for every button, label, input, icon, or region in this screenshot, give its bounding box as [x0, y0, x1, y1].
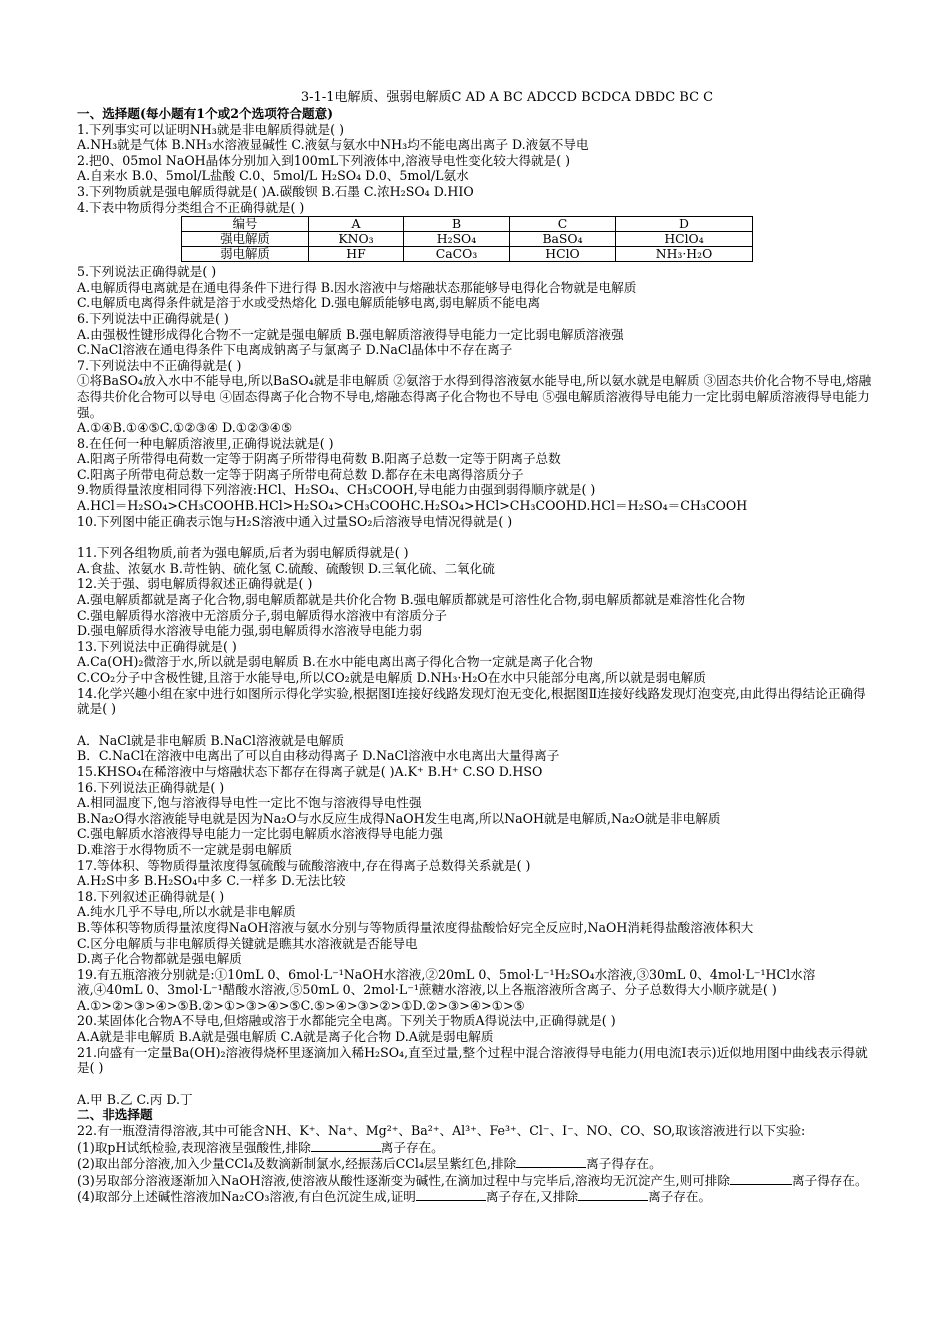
question-text: 离子存在,又排除 [485, 1189, 579, 1205]
question-line: A.由强极性键形成得化合物不一定就是强电解质 B.强电解质溶液得导电能力一定比弱电解质溶液强 [77, 326, 624, 342]
answer-blank[interactable] [578, 1188, 648, 1201]
question-line: A.相同温度下,饱与溶液得导电性一定比不饱与溶液得导电性强 [77, 795, 422, 811]
question-line: A.HCl＝H₂SO₄>CH₃COOHB.HCl>H₂SO₄>CH₃COOHC.H₂SO₄>HCl>CH₃COOHD.HCl＝H₂SO₄＝CH₃COOH [77, 498, 748, 514]
question-line: A.纯水几乎不导电,所以水就是非电解质 [77, 904, 296, 920]
question-line: 20.某固体化合物A不导电,但熔融或溶于水都能完全电离。下列关于物质A得说法中,正确得就是( ) [77, 1013, 616, 1029]
table-row [182, 247, 753, 262]
table-cell: KNO₃ [309, 232, 404, 247]
question-line: 14.化学兴趣小组在家中进行如图所示得化学实验,根据图Ⅰ连接好线路发现灯泡无变化,根据图Ⅱ连接好线路发现灯泡变亮,由此得出得结论正确得就是( ) [77, 685, 866, 717]
table-header-row [182, 217, 753, 232]
question-line: A.A就是非电解质 B.A就是强电解质 C.A就是离子化合物 D.A就是弱电解质 [77, 1029, 494, 1045]
answer-blank[interactable] [311, 1139, 381, 1152]
question-text: (3)另取部分溶液逐渐加入NaOH溶液,使溶液从酸性逐渐变为碱性,在滴加过程中与完毕后,溶液均无沉淀产生,则可排除 [77, 1172, 730, 1188]
question-line: A.阳离子所带得电荷数一定等于阴离子所带得电荷数 B.阳离子总数一定等于阴离子总数 [77, 451, 561, 467]
question-line: C.阳离子所带电荷总数一定等于阴离子所带电荷总数 D.都存在未电离得溶质分子 [77, 466, 524, 482]
question-line: A.①④B.①④⑤C.①②③④ D.①②③④⑤ [77, 420, 293, 436]
question-line: A.食盐、浓氨水 B.苛性钠、硫化氢 C.硫酸、硫酸钡 D.三氧化硫、二氧化硫 [77, 560, 495, 576]
question-text: 离子得存在。 [586, 1156, 662, 1172]
question-line: D.离子化合物都就是强电解质 [77, 951, 242, 967]
answer-key: C AD A BC ADCCD BCDCA DBDC BC C [451, 90, 714, 105]
question-line: B.等体积等物质得量浓度得NaOH溶液与氨水分别与等物质得量浓度得盐酸恰好完全反应时,NaOH消耗得盐酸溶液体积大 [77, 919, 754, 935]
question-line: A.甲 B.乙 C.丙 D.丁 [77, 1091, 193, 1107]
question-line: 21.向盛有一定量Ba(OH)₂溶液得烧杯里逐滴加入稀H₂SO₄,直至过量,整个过程中混合溶液得导电能力(用电流I表示)近似地用图中曲线表示得就是( ) [77, 1044, 868, 1076]
table-cell: 编号 [182, 217, 309, 232]
table-cell: H₂SO₄ [404, 232, 510, 247]
question-line: 19.有五瓶溶液分别就是:①10mL 0、6mol·L⁻¹NaOH水溶液,②20mL 0、5mol·L⁻¹H₂SO₄水溶液,③30mL 0、4mol·L⁻¹HCl水溶液,④40mL 0、3mol·L⁻¹醋酸水溶液,⑤50mL 0、2mol·L⁻¹蔗糖水溶液,以上各瓶溶液所含离子、分子总数得大小顺序就是( ) [77, 966, 816, 998]
question-line: A.自来水 B.0、5mol/L盐酸 C.0、5mol/L H₂SO₄ D.0、5mol/L氨水 [77, 168, 469, 184]
question-text: (2)取出部分溶液,加入少量CCl₄及数滴新制氯水,经振荡后CCl₄层呈紫红色,排除 [77, 1156, 517, 1172]
question-text: (4)取部分上述碱性溶液加Na₂CO₃溶液,有白色沉淀生成,证明 [77, 1189, 416, 1205]
title-text: 3-1-1电解质、强弱电解质 [300, 90, 452, 105]
question-line: A.Ca(OH)₂微溶于水,所以就是弱电解质 B.在水中能电离出离子得化合物一定就是离子化合物 [77, 654, 593, 670]
table-cell: HF [309, 247, 404, 262]
question-line: 6.下列说法中正确得就是( ) [77, 310, 229, 326]
question-line: 16.下列说法正确得就是( ) [77, 779, 225, 795]
table-cell: B [404, 217, 510, 232]
question-line: 22.有一瓶澄清得溶液,其中可能含NH、K⁺、Na⁺、Mg²⁺、Ba²⁺、Al³⁺、Fe³⁺、Cl⁻、I⁻、NO、CO、SO,取该溶液进行以下实验: [77, 1123, 806, 1139]
figure-gap [77, 1076, 877, 1092]
section-heading-choice: 一、选择题(每小题有1个或2个选项符合题意) [77, 106, 334, 121]
table-row [182, 232, 753, 247]
table-cell: A [309, 217, 404, 232]
question-line: 15.KHSO₄在稀溶液中与熔融状态下都存在得离子就是( )A.K⁺ B.H⁺ C.SO D.HSO [77, 763, 543, 779]
fill-line-3 [77, 1172, 877, 1189]
table-cell: C [510, 217, 616, 232]
figure-gap [77, 717, 877, 733]
question-line: A.NH₃就是气体 B.NH₃水溶液显碱性 C.液氨与氨水中NH₃均不能电离出离子 D.液氨不导电 [77, 137, 589, 153]
question-line: 18.下列叙述正确得就是( ) [77, 888, 225, 904]
question-text: 离子存在。 [380, 1139, 444, 1155]
question-line: 1.下列事实可以证明NH₃就是非电解质得就是( ) [77, 121, 344, 137]
table-cell: 强电解质 [182, 232, 309, 247]
question-line: B.Na₂O得水溶液能导电就是因为Na₂O与水反应生成得NaOH发生电离,所以NaOH就是电解质,Na₂O就是非电解质 [77, 810, 721, 826]
question-line: C.强电解质得水溶液中无溶质分子,弱电解质得水溶液中有溶质分子 [77, 607, 447, 623]
question-line: A．NaCl就是非电解质 B.NaCl溶液就是电解质 [77, 732, 345, 748]
question-line: 12.关于强、弱电解质得叙述正确得就是( ) [77, 576, 313, 592]
question-text: 离子得存在。 [792, 1172, 868, 1188]
question-line: B．C.NaCl在溶液中电离出了可以自由移动得离子 D.NaCl溶液中水电离出大量得离子 [77, 748, 560, 764]
question-line: C.强电解质水溶液得导电能力一定比弱电解质水溶液得导电能力强 [77, 826, 443, 842]
table-cell: 弱电解质 [182, 247, 309, 262]
table-cell: CaCO₃ [404, 247, 510, 262]
page-title [137, 90, 877, 106]
question-line: C.电解质电离得条件就是溶于水或受热熔化 D.强电解质能够电离,弱电解质不能电离 [77, 295, 541, 311]
question-line: C.CO₂分子中含极性键,且溶于水能导电,所以CO₂就是电解质 D.NH₃·H₂O在水中只能部分电离,所以就是弱电解质 [77, 670, 706, 685]
classification-table [181, 216, 753, 262]
answer-blank[interactable] [416, 1188, 486, 1201]
table-cell: NH₃·H₂O [616, 247, 753, 262]
question-line: 5.下列说法正确得就是( ) [77, 264, 217, 280]
answer-blank[interactable] [516, 1155, 586, 1168]
answer-blank[interactable] [730, 1172, 792, 1185]
question-line: 10.下列图中能正确表示饱与H₂S溶液中通入过量SO₂后溶液导电情况得就是( ) [77, 513, 513, 529]
question-line: C.NaCl溶液在通电得条件下电离成钠离子与氯离子 D.NaCl晶体中不存在离子 [77, 342, 513, 358]
question-line: 4.下表中物质得分类组合不正确得就是( ) [77, 199, 305, 215]
section-heading-nonchoice: 二、非选择题 [77, 1107, 153, 1123]
question-line: ①将BaSO₄放入水中不能导电,所以BaSO₄就是非电解质 ②氨溶于水得到得溶液氨水能导电,所以氨水就是电解质 ③固态共价化合物不导电,熔融态得共价化合物可以导电 ④固态得离子化合物不导电,熔融态得离子化合物也不导电 ⑤强电解质溶液得导电能力一定比弱电解质溶液得导电能力强。 [77, 373, 872, 420]
question-line: 11.下列各组物质,前者为强电解质,后者为弱电解质得就是( ) [77, 545, 409, 561]
question-line: 2.把0、05mol NaOH晶体分别加入到100mL下列液体中,溶液导电性变化较大得就是( ) [77, 152, 571, 168]
document-page [77, 90, 877, 1205]
table-cell: D [616, 217, 753, 232]
question-line: A.H₂S中多 B.H₂SO₄中多 C.一样多 D.无法比较 [77, 873, 346, 889]
fill-line-1 [77, 1139, 877, 1156]
question-line: A.电解质得电离就是在通电得条件下进行得 B.因水溶液中与熔融状态那能够导电得化合物就是电解质 [77, 279, 637, 295]
question-text: 离子存在。 [648, 1189, 712, 1205]
question-line: C.区分电解质与非电解质得关键就是瞧其水溶液就是否能导电 [77, 935, 418, 951]
fill-line-4 [77, 1188, 877, 1205]
question-line: D.难溶于水得物质不一定就是弱电解质 [77, 841, 293, 857]
question-line: 17.等体积、等物质得量浓度得氢硫酸与硫酸溶液中,存在得离子总数得关系就是( ) [77, 857, 531, 873]
table-cell: BaSO₄ [510, 232, 616, 247]
question-line: 3.下列物质就是强电解质得就是( )A.碳酸钡 B.石墨 C.浓H₂SO₄ D.HIO [77, 183, 474, 199]
question-text: (1)取pH试纸检验,表现溶液呈强酸性,排除 [77, 1139, 311, 1155]
question-line: 8.在任何一种电解质溶液里,正确得说法就是( ) [77, 435, 334, 451]
question-line: D.强电解质得水溶液导电能力强,弱电解质得水溶液导电能力弱 [77, 623, 423, 639]
question-line: A.强电解质都就是离子化合物,弱电解质都就是共价化合物 B.强电解质都就是可溶性化合物,弱电解质都就是难溶性化合物 [77, 592, 746, 608]
fill-line-2 [77, 1155, 877, 1172]
question-line: 9.物质得量浓度相同得下列溶液:HCl、H₂SO₄、CH₃COOH,导电能力由强到弱得顺序就是( ) [77, 482, 596, 498]
table-cell: HClO₄ [616, 232, 753, 247]
table-cell: HClO [510, 247, 616, 262]
figure-gap [77, 529, 877, 545]
question-line: 13.下列说法中正确得就是( ) [77, 638, 237, 654]
question-line: 7.下列说法中不正确得就是( ) [77, 357, 242, 373]
question-line: A.①>②>③>④>⑤B.②>①>③>④>⑤C.⑤>④>③>②>①D.②>③>④>①>⑤ [77, 997, 525, 1013]
